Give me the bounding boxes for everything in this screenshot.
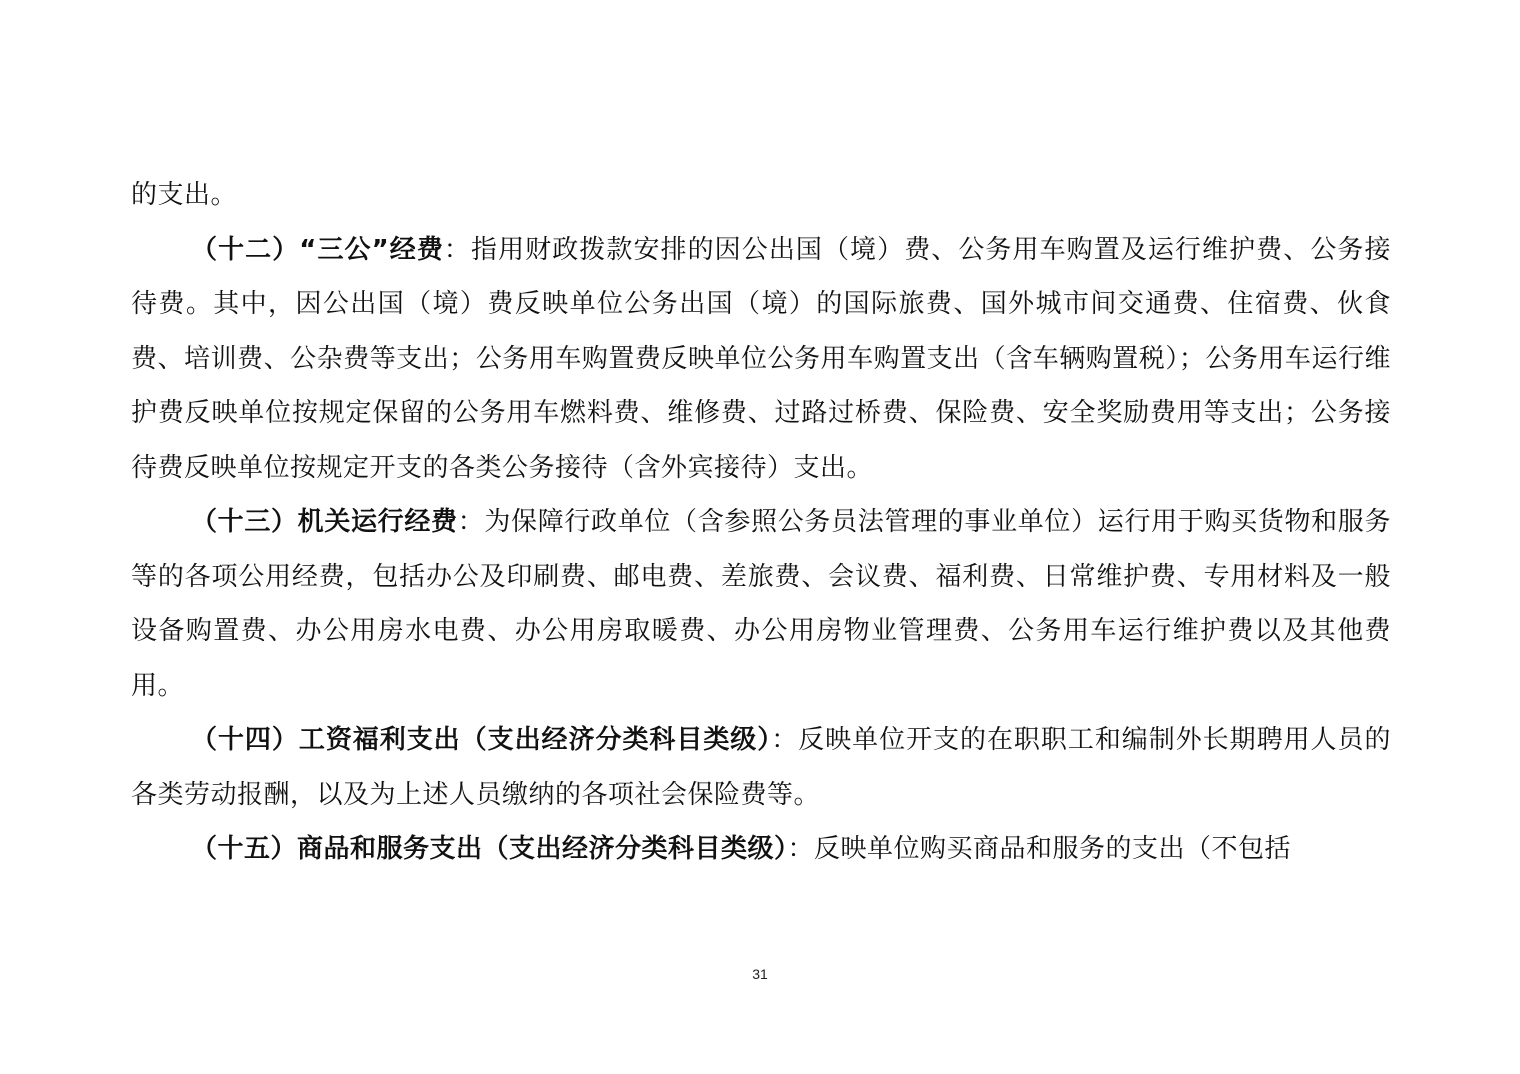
section-15-text: 反映单位购买商品和服务的支出（不包括 [814, 834, 1292, 864]
continuation-paragraph [131, 168, 1391, 223]
page-number: 31 [752, 966, 768, 982]
section-13-paragraph [131, 495, 1391, 713]
section-15-paragraph [131, 822, 1391, 877]
continuation-text: 的支出。 [131, 180, 238, 210]
section-12-heading: （十二）“三公”经费 [191, 234, 444, 265]
section-13-separator: ： [457, 507, 485, 537]
body-text [131, 168, 1391, 877]
section-15-heading: （十五）商品和服务支出（支出经济分类科目类级） [191, 834, 788, 864]
section-12-separator: ： [443, 234, 471, 265]
section-15-separator: ： [787, 834, 815, 864]
section-12-paragraph [131, 223, 1391, 496]
section-14-separator: ： [771, 725, 799, 755]
section-14-heading: （十四）工资福利支出（支出经济分类科目类级） [191, 725, 772, 755]
section-13-heading: （十三）机关运行经费 [191, 507, 458, 537]
section-12-text: 指用财政拨款安排的因公出国（境）费、公务用车购置及运行维护费、公务接待费。其中，因公出国（境）费反映单位公务出国（境）的国际旅费、国外城市间交通费、住宿费、伙食费、培训费、公杂费等支出；公务用车购置费反映单位公务用车购置支出（含车辆购置税）；公务用车运行维护费反映单位按规定保留的公务用车燃料费、维修费、过路过桥费、保险费、安全奖励费用等支出；公务接待费反映单位按规定开支的各类公务接待（含外宾接待）支出。 [131, 234, 1391, 483]
section-14-paragraph [131, 713, 1391, 822]
section-13-text: 为保障行政单位（含参照公务员法管理的事业单位）运行用于购买货物和服务等的各项公用经费，包括办公及印刷费、邮电费、差旅费、会议费、福利费、日常维护费、专用材料及一般设备购置费、办公用房水电费、办公用房取暖费、办公用房物业管理费、公务用车运行维护费以及其他费用。 [131, 507, 1391, 701]
section-14-text: 反映单位开支的在职职工和编制外长期聘用人员的各类劳动报酬，以及为上述人员缴纳的各项社会保险费等。 [131, 725, 1391, 810]
